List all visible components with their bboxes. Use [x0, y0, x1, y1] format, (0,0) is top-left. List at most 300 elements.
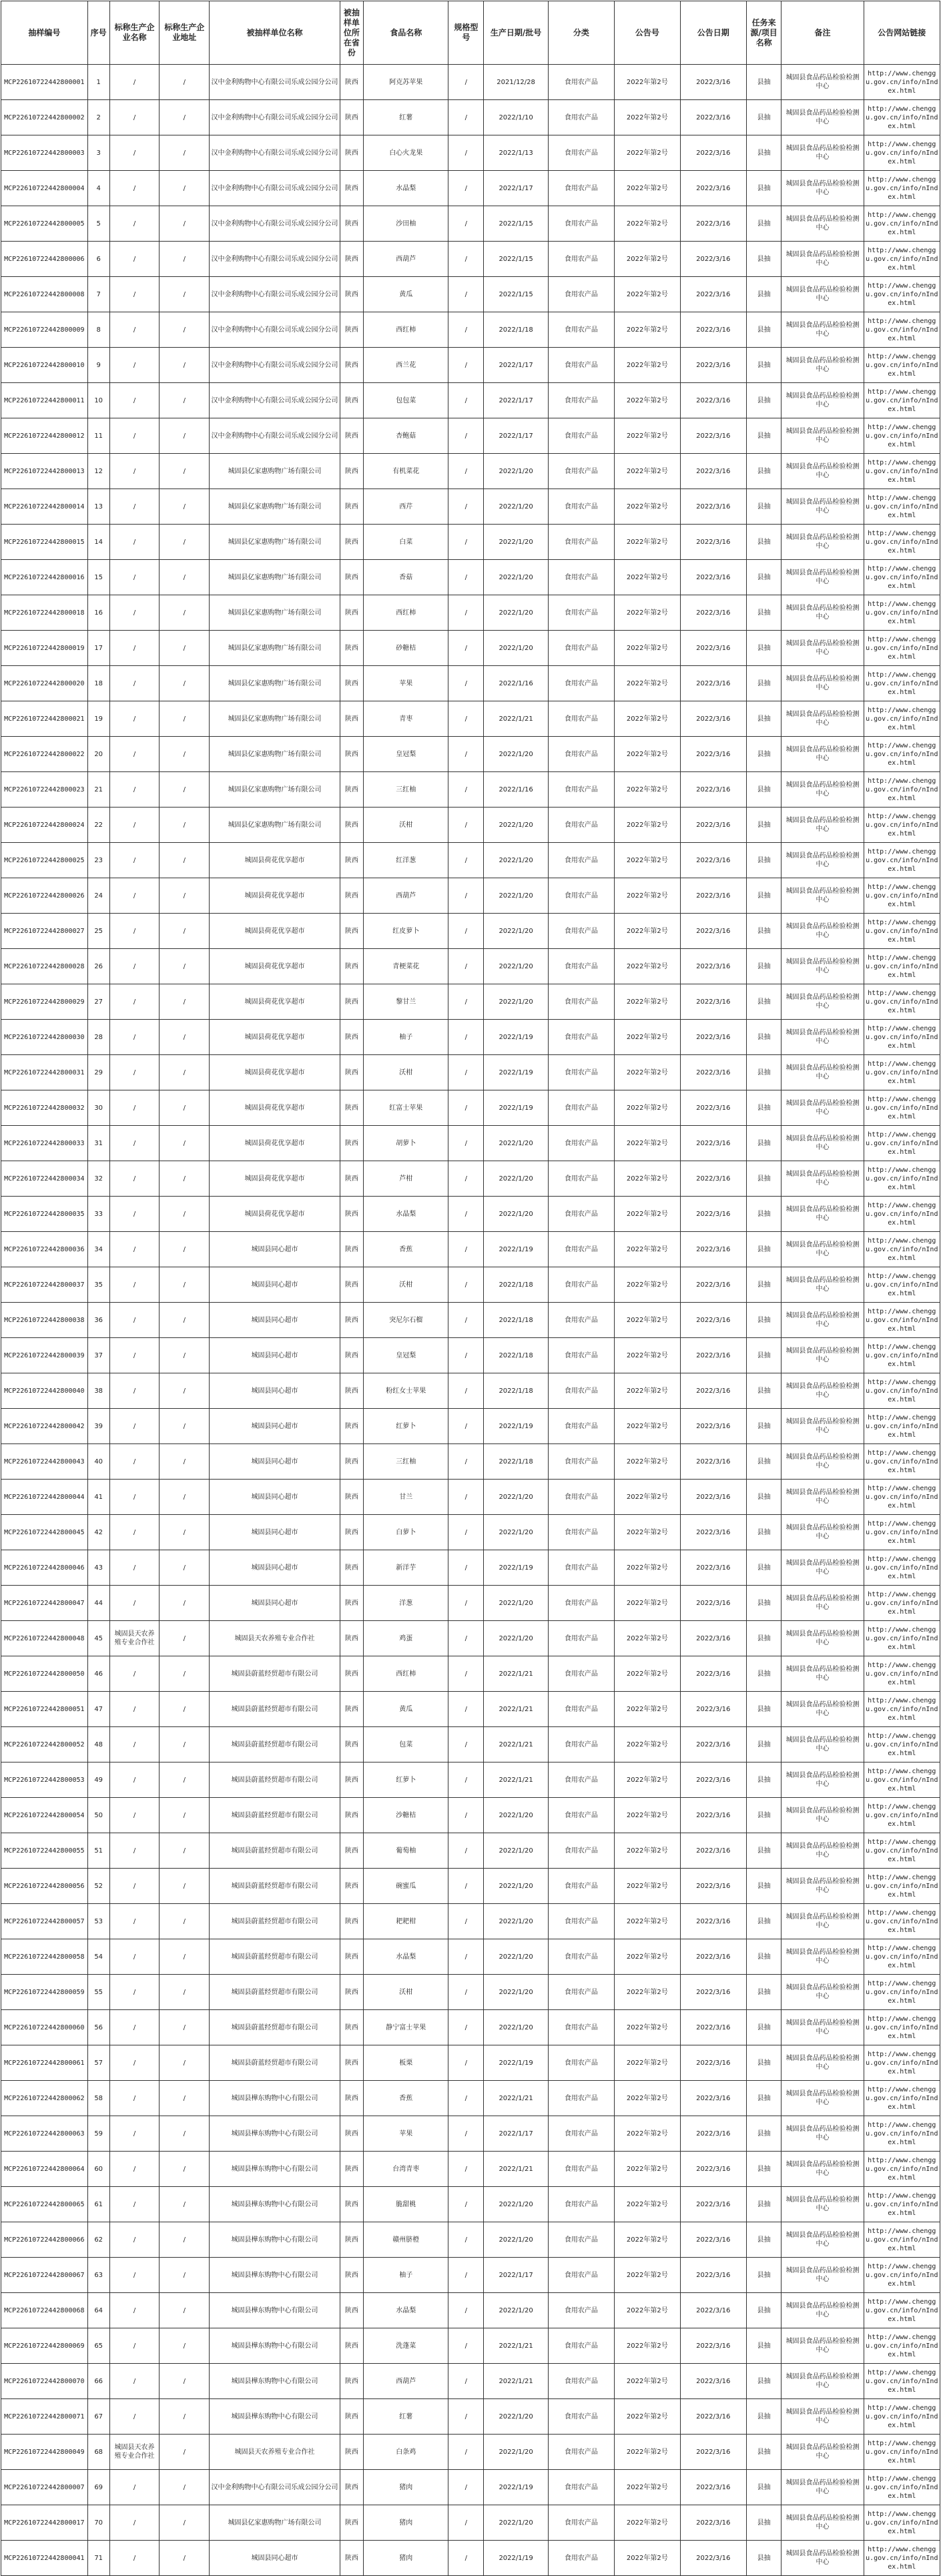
table-row	[1, 1090, 940, 1126]
column-header-announcement-date: 公告日期	[680, 1, 746, 65]
manufacturer-name-cell: /	[109, 2364, 160, 2399]
table-row	[1, 1692, 940, 1727]
remarks-cell: 城固县食品药品检验检测中心	[781, 1586, 864, 1621]
manufacturer-address-cell: /	[160, 1869, 210, 1904]
spec-model-cell: /	[448, 666, 484, 701]
serial-no-cell: 64	[87, 2293, 109, 2328]
spec-model-cell: /	[448, 2364, 484, 2399]
serial-no-cell: 10	[87, 383, 109, 418]
sampled-unit-name-cell: 汉中金利购物中心有限公司乐成公园分公司	[210, 312, 340, 348]
announcement-url-cell: http://www.chenggu.gov.cn/info/nIndex.html	[864, 65, 940, 100]
column-header-production-date: 生产日期/批号	[484, 1, 549, 65]
announcement-no-cell: 2022年第2号	[614, 1692, 680, 1727]
table-row	[1, 1480, 940, 1515]
announcement-no-cell: 2022年第2号	[614, 1939, 680, 1975]
manufacturer-address-cell: /	[160, 2293, 210, 2328]
task-source-cell: 县抽	[746, 525, 781, 560]
announcement-date-cell: 2022/3/16	[680, 1303, 746, 1338]
task-source-cell: 县抽	[746, 2116, 781, 2152]
production-date-cell: 2022/1/15	[484, 206, 549, 242]
sampled-unit-name-cell: 城固县同心超市	[210, 1338, 340, 1373]
spec-model-cell: /	[448, 348, 484, 383]
serial-no-cell: 60	[87, 2152, 109, 2187]
sample-code-cell: MCP22610722442800003	[1, 135, 88, 171]
production-date-cell: 2022/1/18	[484, 1373, 549, 1409]
remarks-cell: 城固县食品药品检验检测中心	[781, 1232, 864, 1267]
serial-no-cell: 5	[87, 206, 109, 242]
manufacturer-name-cell: /	[109, 984, 160, 1020]
sampled-unit-name-cell: 汉中金利购物中心有限公司乐成公园分公司	[210, 135, 340, 171]
sample-code-cell: MCP22610722442800024	[1, 808, 88, 843]
sampled-unit-name-cell: 城固县蔚蓝经贸超市有限公司	[210, 2010, 340, 2045]
serial-no-cell: 68	[87, 2435, 109, 2470]
sampled-province-cell: 陕西	[340, 2505, 363, 2541]
remarks-cell: 城固县食品药品检验检测中心	[781, 1656, 864, 1692]
table-row	[1, 2328, 940, 2364]
sampled-province-cell: 陕西	[340, 242, 363, 277]
table-row	[1, 1126, 940, 1161]
sampled-province-cell: 陕西	[340, 595, 363, 631]
announcement-no-cell: 2022年第2号	[614, 312, 680, 348]
spec-model-cell: /	[448, 1727, 484, 1762]
remarks-cell: 城固县食品药品检验检测中心	[781, 2293, 864, 2328]
food-name-cell: 西兰花	[363, 348, 448, 383]
task-source-cell: 县抽	[746, 2293, 781, 2328]
food-name-cell: 白菜	[363, 525, 448, 560]
manufacturer-address-cell: /	[160, 242, 210, 277]
food-name-cell: 红薯	[363, 2399, 448, 2435]
manufacturer-name-cell: /	[109, 701, 160, 737]
food-name-cell: 西红柿	[363, 1656, 448, 1692]
announcement-no-cell: 2022年第2号	[614, 2435, 680, 2470]
spec-model-cell: /	[448, 1409, 484, 1444]
category-cell: 食用农产品	[548, 1586, 614, 1621]
manufacturer-name-cell: /	[109, 2505, 160, 2541]
announcement-no-cell: 2022年第2号	[614, 242, 680, 277]
announcement-date-cell: 2022/3/16	[680, 277, 746, 312]
category-cell: 食用农产品	[548, 560, 614, 595]
sampled-province-cell: 陕西	[340, 666, 363, 701]
category-cell: 食用农产品	[548, 1727, 614, 1762]
category-cell: 食用农产品	[548, 1480, 614, 1515]
announcement-url-cell: http://www.chenggu.gov.cn/info/nIndex.html	[864, 1550, 940, 1586]
announcement-no-cell: 2022年第2号	[614, 737, 680, 772]
serial-no-cell: 14	[87, 525, 109, 560]
sample-code-cell: MCP22610722442800016	[1, 560, 88, 595]
announcement-no-cell: 2022年第2号	[614, 1904, 680, 1939]
announcement-no-cell: 2022年第2号	[614, 206, 680, 242]
announcement-date-cell: 2022/3/16	[680, 2010, 746, 2045]
sample-code-cell: MCP22610722442800069	[1, 2328, 88, 2364]
manufacturer-address-cell: /	[160, 1904, 210, 1939]
manufacturer-address-cell: /	[160, 2470, 210, 2505]
category-cell: 食用农产品	[548, 1409, 614, 1444]
column-header-announcement-no: 公告号	[614, 1, 680, 65]
announcement-no-cell: 2022年第2号	[614, 1020, 680, 1055]
announcement-no-cell: 2022年第2号	[614, 2399, 680, 2435]
remarks-cell: 城固县食品药品检验检测中心	[781, 171, 864, 206]
sampling-results-table	[1, 1, 940, 2576]
sampled-province-cell: 陕西	[340, 949, 363, 984]
manufacturer-name-cell: /	[109, 242, 160, 277]
table-row	[1, 1833, 940, 1869]
production-date-cell: 2022/1/20	[484, 878, 549, 914]
food-name-cell: 水晶梨	[363, 2293, 448, 2328]
announcement-url-cell: http://www.chenggu.gov.cn/info/nIndex.html	[864, 1586, 940, 1621]
remarks-cell: 城固县食品药品检验检测中心	[781, 1338, 864, 1373]
food-name-cell: 猪肉	[363, 2505, 448, 2541]
spec-model-cell: /	[448, 2435, 484, 2470]
sample-code-cell: MCP22610722442800023	[1, 772, 88, 808]
spec-model-cell: /	[448, 454, 484, 489]
manufacturer-name-cell: /	[109, 1055, 160, 1090]
serial-no-cell: 8	[87, 312, 109, 348]
production-date-cell: 2022/1/19	[484, 1232, 549, 1267]
announcement-url-cell: http://www.chenggu.gov.cn/info/nIndex.html	[864, 100, 940, 135]
announcement-date-cell: 2022/3/16	[680, 1586, 746, 1621]
sampled-province-cell: 陕西	[340, 454, 363, 489]
sampled-province-cell: 陕西	[340, 277, 363, 312]
task-source-cell: 县抽	[746, 383, 781, 418]
serial-no-cell: 15	[87, 560, 109, 595]
production-date-cell: 2022/1/20	[484, 2399, 549, 2435]
food-name-cell: 沙田柚	[363, 206, 448, 242]
announcement-no-cell: 2022年第2号	[614, 1727, 680, 1762]
announcement-url-cell: http://www.chenggu.gov.cn/info/nIndex.html	[864, 1373, 940, 1409]
sampled-unit-name-cell: 城固县荷花优享超市	[210, 1020, 340, 1055]
sampled-unit-name-cell: 城固县荷花优享超市	[210, 914, 340, 949]
category-cell: 食用农产品	[548, 1090, 614, 1126]
category-cell: 食用农产品	[548, 1904, 614, 1939]
serial-no-cell: 49	[87, 1762, 109, 1798]
sample-code-cell: MCP22610722442800045	[1, 1515, 88, 1550]
serial-no-cell: 9	[87, 348, 109, 383]
announcement-url-cell: http://www.chenggu.gov.cn/info/nIndex.html	[864, 348, 940, 383]
remarks-cell: 城固县食品药品检验检测中心	[781, 2152, 864, 2187]
sampled-unit-name-cell: 城固县同心超市	[210, 1373, 340, 1409]
production-date-cell: 2022/1/20	[484, 808, 549, 843]
manufacturer-address-cell: /	[160, 1126, 210, 1161]
announcement-date-cell: 2022/3/16	[680, 666, 746, 701]
announcement-date-cell: 2022/3/16	[680, 383, 746, 418]
category-cell: 食用农产品	[548, 2399, 614, 2435]
production-date-cell: 2022/1/20	[484, 489, 549, 525]
remarks-cell: 城固县食品药品检验检测中心	[781, 914, 864, 949]
category-cell: 食用农产品	[548, 2116, 614, 2152]
sampled-unit-name-cell: 城固县荷花优享超市	[210, 1090, 340, 1126]
announcement-no-cell: 2022年第2号	[614, 1833, 680, 1869]
production-date-cell: 2022/1/20	[484, 1515, 549, 1550]
production-date-cell: 2022/1/21	[484, 1727, 549, 1762]
category-cell: 食用农产品	[548, 1798, 614, 1833]
announcement-no-cell: 2022年第2号	[614, 2328, 680, 2364]
food-name-cell: 芦柑	[363, 1161, 448, 1197]
sampled-province-cell: 陕西	[340, 1762, 363, 1798]
remarks-cell: 城固县食品药品检验检测中心	[781, 2010, 864, 2045]
announcement-url-cell: http://www.chenggu.gov.cn/info/nIndex.html	[864, 737, 940, 772]
table-row	[1, 1798, 940, 1833]
remarks-cell: 城固县食品药品检验检测中心	[781, 1727, 864, 1762]
food-name-cell: 水晶梨	[363, 171, 448, 206]
sample-code-cell: MCP22610722442800054	[1, 1798, 88, 1833]
spec-model-cell: /	[448, 1798, 484, 1833]
category-cell: 食用农产品	[548, 2435, 614, 2470]
category-cell: 食用农产品	[548, 312, 614, 348]
category-cell: 食用农产品	[548, 1161, 614, 1197]
category-cell: 食用农产品	[548, 454, 614, 489]
announcement-date-cell: 2022/3/16	[680, 489, 746, 525]
category-cell: 食用农产品	[548, 2541, 614, 2576]
task-source-cell: 县抽	[746, 1762, 781, 1798]
announcement-no-cell: 2022年第2号	[614, 808, 680, 843]
sampled-province-cell: 陕西	[340, 1515, 363, 1550]
announcement-date-cell: 2022/3/16	[680, 1090, 746, 1126]
column-header-serial-no: 序号	[87, 1, 109, 65]
spec-model-cell: /	[448, 878, 484, 914]
task-source-cell: 县抽	[746, 878, 781, 914]
table-row	[1, 418, 940, 454]
table-row	[1, 1656, 940, 1692]
manufacturer-address-cell: /	[160, 560, 210, 595]
spec-model-cell: /	[448, 242, 484, 277]
sampled-province-cell: 陕西	[340, 878, 363, 914]
table-row	[1, 171, 940, 206]
remarks-cell: 城固县食品药品检验检测中心	[781, 949, 864, 984]
category-cell: 食用农产品	[548, 1267, 614, 1303]
announcement-url-cell: http://www.chenggu.gov.cn/info/nIndex.html	[864, 1939, 940, 1975]
table-row	[1, 100, 940, 135]
announcement-url-cell: http://www.chenggu.gov.cn/info/nIndex.html	[864, 2152, 940, 2187]
category-cell: 食用农产品	[548, 348, 614, 383]
table-row	[1, 1939, 940, 1975]
spec-model-cell: /	[448, 206, 484, 242]
announcement-no-cell: 2022年第2号	[614, 949, 680, 984]
sampled-province-cell: 陕西	[340, 843, 363, 878]
announcement-no-cell: 2022年第2号	[614, 1444, 680, 1480]
announcement-url-cell: http://www.chenggu.gov.cn/info/nIndex.html	[864, 418, 940, 454]
sampled-province-cell: 陕西	[340, 2328, 363, 2364]
announcement-no-cell: 2022年第2号	[614, 2364, 680, 2399]
serial-no-cell: 2	[87, 100, 109, 135]
category-cell: 食用农产品	[548, 914, 614, 949]
sample-code-cell: MCP22610722442800029	[1, 984, 88, 1020]
manufacturer-name-cell: /	[109, 666, 160, 701]
production-date-cell: 2022/1/15	[484, 277, 549, 312]
serial-no-cell: 39	[87, 1409, 109, 1444]
spec-model-cell: /	[448, 277, 484, 312]
production-date-cell: 2022/1/21	[484, 1762, 549, 1798]
announcement-date-cell: 2022/3/16	[680, 1515, 746, 1550]
announcement-date-cell: 2022/3/16	[680, 2541, 746, 2576]
spec-model-cell: /	[448, 631, 484, 666]
sampled-province-cell: 陕西	[340, 1020, 363, 1055]
food-name-cell: 红薯	[363, 100, 448, 135]
sampled-unit-name-cell: 城固县蔚蓝经贸超市有限公司	[210, 1656, 340, 1692]
spec-model-cell: /	[448, 2116, 484, 2152]
sampled-unit-name-cell: 城固县荷花优享超市	[210, 1161, 340, 1197]
sampled-unit-name-cell: 城固县亿家惠购物广场有限公司	[210, 2505, 340, 2541]
remarks-cell: 城固县食品药品检验检测中心	[781, 65, 864, 100]
sample-code-cell: MCP22610722442800055	[1, 1833, 88, 1869]
announcement-url-cell: http://www.chenggu.gov.cn/info/nIndex.html	[864, 2010, 940, 2045]
category-cell: 食用农产品	[548, 383, 614, 418]
table-row	[1, 454, 940, 489]
food-name-cell: 葡萄柚	[363, 1833, 448, 1869]
spec-model-cell: /	[448, 2505, 484, 2541]
manufacturer-name-cell: /	[109, 312, 160, 348]
announcement-no-cell: 2022年第2号	[614, 1762, 680, 1798]
announcement-no-cell: 2022年第2号	[614, 383, 680, 418]
announcement-no-cell: 2022年第2号	[614, 1161, 680, 1197]
announcement-url-cell: http://www.chenggu.gov.cn/info/nIndex.html	[864, 1727, 940, 1762]
task-source-cell: 县抽	[746, 312, 781, 348]
remarks-cell: 城固县食品药品检验检测中心	[781, 489, 864, 525]
sampled-province-cell: 陕西	[340, 808, 363, 843]
manufacturer-address-cell: /	[160, 1833, 210, 1869]
task-source-cell: 县抽	[746, 277, 781, 312]
spec-model-cell: /	[448, 2152, 484, 2187]
sample-code-cell: MCP22610722442800039	[1, 1338, 88, 1373]
manufacturer-address-cell: /	[160, 206, 210, 242]
announcement-no-cell: 2022年第2号	[614, 1975, 680, 2010]
category-cell: 食用农产品	[548, 2293, 614, 2328]
sampled-province-cell: 陕西	[340, 1550, 363, 1586]
remarks-cell: 城固县食品药品检验检测中心	[781, 2470, 864, 2505]
spec-model-cell: /	[448, 171, 484, 206]
remarks-cell: 城固县食品药品检验检测中心	[781, 2435, 864, 2470]
announcement-no-cell: 2022年第2号	[614, 1409, 680, 1444]
spec-model-cell: /	[448, 808, 484, 843]
spec-model-cell: /	[448, 1762, 484, 1798]
serial-no-cell: 65	[87, 2328, 109, 2364]
task-source-cell: 县抽	[746, 2541, 781, 2576]
announcement-date-cell: 2022/3/16	[680, 1975, 746, 2010]
sample-code-cell: MCP22610722442800019	[1, 631, 88, 666]
food-name-cell: 苹果	[363, 666, 448, 701]
manufacturer-name-cell: /	[109, 949, 160, 984]
announcement-date-cell: 2022/3/16	[680, 984, 746, 1020]
announcement-date-cell: 2022/3/16	[680, 914, 746, 949]
announcement-url-cell: http://www.chenggu.gov.cn/info/nIndex.html	[864, 843, 940, 878]
food-name-cell: 西芹	[363, 489, 448, 525]
spec-model-cell: /	[448, 312, 484, 348]
manufacturer-address-cell: /	[160, 2116, 210, 2152]
category-cell: 食用农产品	[548, 1762, 614, 1798]
announcement-no-cell: 2022年第2号	[614, 171, 680, 206]
sample-code-cell: MCP22610722442800002	[1, 100, 88, 135]
serial-no-cell: 55	[87, 1975, 109, 2010]
sampled-unit-name-cell: 城固县亿家惠购物广场有限公司	[210, 454, 340, 489]
spec-model-cell: /	[448, 65, 484, 100]
remarks-cell: 城固县食品药品检验检测中心	[781, 1869, 864, 1904]
manufacturer-name-cell: /	[109, 1480, 160, 1515]
sample-code-cell: MCP22610722442800018	[1, 595, 88, 631]
manufacturer-address-cell: /	[160, 1373, 210, 1409]
remarks-cell: 城固县食品药品检验检测中心	[781, 1409, 864, 1444]
announcement-date-cell: 2022/3/16	[680, 1656, 746, 1692]
sampled-unit-name-cell: 城固县蔚蓝经贸超市有限公司	[210, 1727, 340, 1762]
production-date-cell: 2022/1/19	[484, 2470, 549, 2505]
announcement-no-cell: 2022年第2号	[614, 2010, 680, 2045]
announcement-url-cell: http://www.chenggu.gov.cn/info/nIndex.html	[864, 1515, 940, 1550]
announcement-no-cell: 2022年第2号	[614, 560, 680, 595]
manufacturer-name-cell: /	[109, 1373, 160, 1409]
manufacturer-name-cell: /	[109, 1798, 160, 1833]
announcement-date-cell: 2022/3/16	[680, 2045, 746, 2081]
announcement-no-cell: 2022年第2号	[614, 666, 680, 701]
food-name-cell: 西葫芦	[363, 2364, 448, 2399]
task-source-cell: 县抽	[746, 560, 781, 595]
manufacturer-address-cell: /	[160, 2010, 210, 2045]
category-cell: 食用农产品	[548, 489, 614, 525]
announcement-date-cell: 2022/3/16	[680, 2187, 746, 2222]
remarks-cell: 城固县食品药品检验检测中心	[781, 1798, 864, 1833]
production-date-cell: 2022/1/20	[484, 1126, 549, 1161]
announcement-date-cell: 2022/3/16	[680, 206, 746, 242]
sampled-province-cell: 陕西	[340, 772, 363, 808]
category-cell: 食用农产品	[548, 2081, 614, 2116]
remarks-cell: 城固县食品药品检验检测中心	[781, 1126, 864, 1161]
sampled-province-cell: 陕西	[340, 489, 363, 525]
sample-code-cell: MCP22610722442800009	[1, 312, 88, 348]
manufacturer-address-cell: /	[160, 1975, 210, 2010]
manufacturer-address-cell: /	[160, 701, 210, 737]
sample-code-cell: MCP22610722442800011	[1, 383, 88, 418]
announcement-date-cell: 2022/3/16	[680, 843, 746, 878]
announcement-url-cell: http://www.chenggu.gov.cn/info/nIndex.html	[864, 171, 940, 206]
spec-model-cell: /	[448, 1055, 484, 1090]
announcement-url-cell: http://www.chenggu.gov.cn/info/nIndex.html	[864, 2081, 940, 2116]
table-row	[1, 1550, 940, 1586]
sampled-unit-name-cell: 汉中金利购物中心有限公司乐成公园分公司	[210, 418, 340, 454]
food-name-cell: 粉红女士苹果	[363, 1373, 448, 1409]
production-date-cell: 2022/1/17	[484, 383, 549, 418]
production-date-cell: 2022/1/20	[484, 949, 549, 984]
task-source-cell: 县抽	[746, 1727, 781, 1762]
announcement-date-cell: 2022/3/16	[680, 2435, 746, 2470]
task-source-cell: 县抽	[746, 1232, 781, 1267]
sampled-province-cell: 陕西	[340, 348, 363, 383]
manufacturer-name-cell: /	[109, 1727, 160, 1762]
task-source-cell: 县抽	[746, 737, 781, 772]
announcement-url-cell: http://www.chenggu.gov.cn/info/nIndex.html	[864, 1232, 940, 1267]
sample-code-cell: MCP22610722442800060	[1, 2010, 88, 2045]
announcement-date-cell: 2022/3/16	[680, 560, 746, 595]
spec-model-cell: /	[448, 1621, 484, 1656]
category-cell: 食用农产品	[548, 2258, 614, 2293]
sample-code-cell: MCP22610722442800008	[1, 277, 88, 312]
serial-no-cell: 41	[87, 1480, 109, 1515]
production-date-cell: 2022/1/21	[484, 1656, 549, 1692]
manufacturer-address-cell: /	[160, 1656, 210, 1692]
announcement-no-cell: 2022年第2号	[614, 1656, 680, 1692]
food-name-cell: 香蕉	[363, 1232, 448, 1267]
sampled-unit-name-cell: 城固县蔚蓝经贸超市有限公司	[210, 1833, 340, 1869]
manufacturer-address-cell: /	[160, 1197, 210, 1232]
production-date-cell: 2022/1/19	[484, 2541, 549, 2576]
table-row	[1, 348, 940, 383]
task-source-cell: 县抽	[746, 1409, 781, 1444]
manufacturer-address-cell: /	[160, 1303, 210, 1338]
task-source-cell: 县抽	[746, 1267, 781, 1303]
spec-model-cell: /	[448, 1550, 484, 1586]
sample-code-cell: MCP22610722442800070	[1, 2364, 88, 2399]
manufacturer-address-cell: /	[160, 808, 210, 843]
serial-no-cell: 51	[87, 1833, 109, 1869]
sampled-unit-name-cell: 城固县荷花优享超市	[210, 878, 340, 914]
table-row	[1, 914, 940, 949]
announcement-no-cell: 2022年第2号	[614, 1090, 680, 1126]
